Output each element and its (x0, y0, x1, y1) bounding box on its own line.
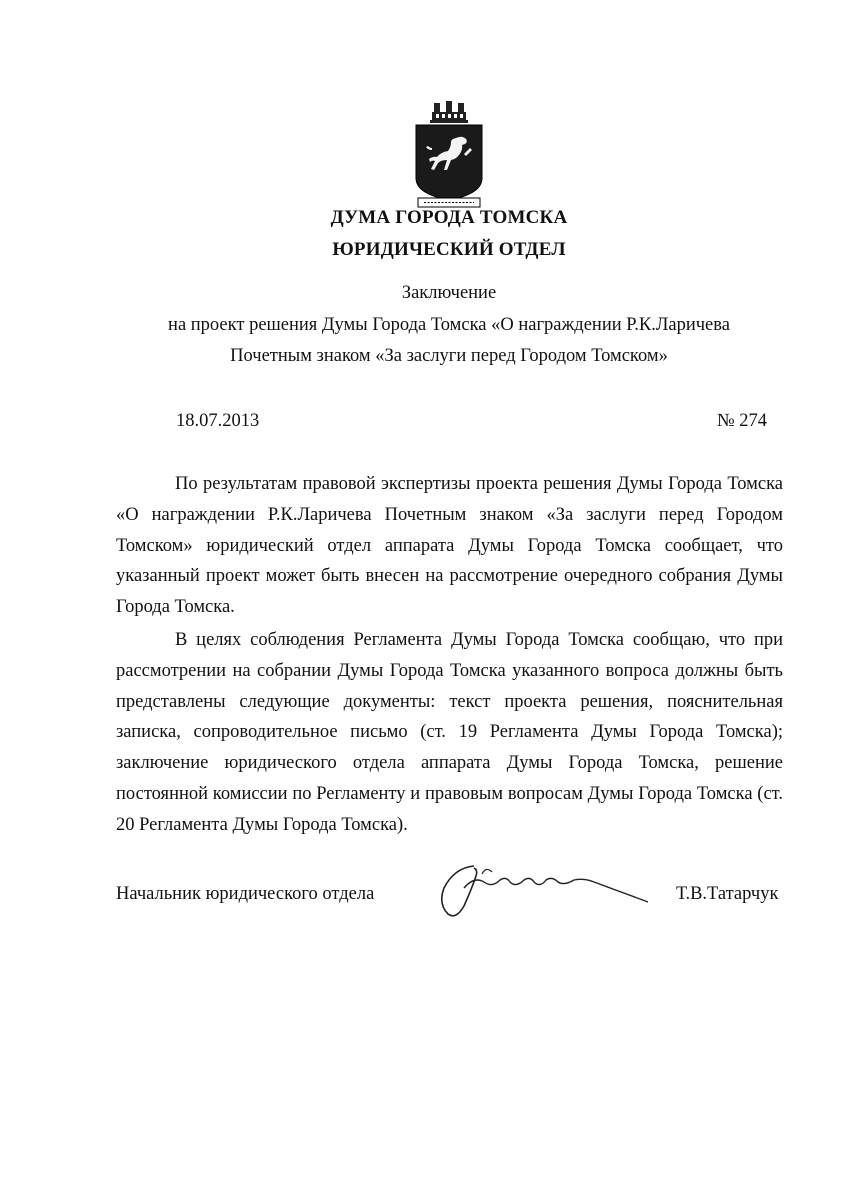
document-date: 18.07.2013 (176, 411, 260, 431)
document-subject-line-1: на проект решения Думы Города Томска «О награждении Р.К.Ларичева (168, 315, 730, 335)
department-title: ЮРИДИЧЕСКИЙ ОТДЕЛ (332, 239, 566, 260)
document-subject-line-2: Почетным знаком «За заслуги перед Городом Томском» (230, 346, 668, 366)
crown-icon (430, 101, 468, 123)
body-paragraph-1: По результатам правовой экспертизы проекта решения Думы Города Томска «О награждении Р.К.Ларичева Почетным знаком «За заслуги перед Городом Томском» юридический отдел аппарата Думы Города Томска сообщает, что указанный проект может быть внесен на рассмотрение очередного собрания Думы Города Томска. (116, 474, 783, 618)
handwritten-signature (434, 858, 654, 920)
tomsk-coat-of-arms-icon (412, 98, 486, 210)
document-number: № 274 (717, 411, 768, 431)
signatory-position: Начальник юридического отдела (116, 884, 375, 904)
body-paragraph-2: В целях соблюдения Регламента Думы Города Томска сообщаю, что при рассмотрении на собрании Думы Города Томска указанного вопроса должны быть представлены следующие документы: текст проекта решения, пояснительная записка, сопроводительное письмо (ст. 19 Регламента Думы Города Томска); заключение юридического отдела аппарата Думы Города Томска, решение постоянной комиссии по Регламенту и правовым вопросам Думы Города Томска (ст. 20 Регламента Думы Города Томска). (116, 630, 783, 835)
organization-title: ДУМА ГОРОДА ТОМСКА (330, 207, 568, 228)
document-type: Заключение (401, 283, 497, 303)
signatory-name: Т.В.Татарчук (676, 884, 779, 904)
